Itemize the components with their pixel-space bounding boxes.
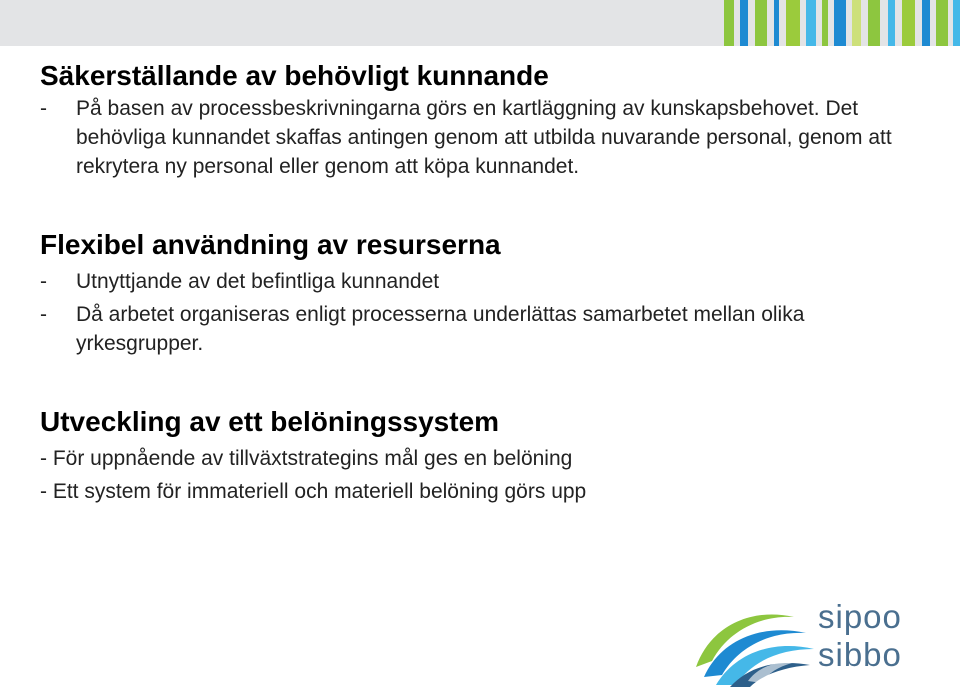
header-stripe <box>786 0 800 46</box>
section-competence <box>40 58 920 181</box>
bullet-dash: - <box>40 447 47 470</box>
slide-content <box>40 58 920 506</box>
header-stripe <box>953 0 960 46</box>
list-item <box>40 267 920 296</box>
list-item-text: På basen av processbeskrivningarna görs en kartläggning av kunskapsbehovet. Det behövliga kunnandet skaffas antingen genom att utbilda nuvarande personal, genom att rekrytera ny personal eller genom att köpa kunnandet. <box>76 97 892 178</box>
header-stripe <box>806 0 816 46</box>
header-stripe <box>774 0 779 46</box>
section-title: Utveckling av ett belöningssystem <box>40 406 500 437</box>
logo-text-line2: sibbo <box>818 636 902 673</box>
header-stripe <box>936 0 948 46</box>
header-stripe <box>852 0 861 46</box>
list-item-text: Utnyttjande av det befintliga kunnandet <box>76 270 440 293</box>
list-item-text: Ett system för immateriell och materiell belöning görs upp <box>52 480 587 503</box>
bullet-dash: - <box>40 480 47 503</box>
list-item <box>40 444 920 473</box>
header-stripe <box>724 0 734 46</box>
bullet-dash: - <box>40 270 47 293</box>
bullet-list <box>40 444 920 506</box>
bullet-list <box>40 94 920 181</box>
section-title: Flexibel användning av resurserna <box>40 229 501 260</box>
section-resources <box>40 227 920 358</box>
logo-text-line1: sipoo <box>818 598 902 635</box>
list-item-text: Då arbetet organiseras enligt processerna underlättas samarbetet mellan olika yrkesgrupper. <box>76 303 805 355</box>
header-band <box>0 0 960 46</box>
bullet-dash: - <box>40 97 47 120</box>
list-item-text: För uppnående av tillväxtstrategins mål ges en belöning <box>52 447 573 470</box>
bullet-dash: - <box>40 303 47 326</box>
header-stripe <box>868 0 880 46</box>
header-stripe <box>902 0 915 46</box>
header-stripe <box>822 0 828 46</box>
header-stripe <box>888 0 895 46</box>
section-reward-system <box>40 404 920 506</box>
section-title: Säkerställande av behövligt kunnande <box>40 60 549 91</box>
header-stripe <box>755 0 767 46</box>
list-item <box>40 477 920 506</box>
header-stripes <box>710 0 960 46</box>
header-stripe <box>740 0 748 46</box>
header-stripe <box>834 0 846 46</box>
bullet-list <box>40 267 920 358</box>
header-stripe <box>922 0 930 46</box>
sipoo-sibbo-logo <box>690 597 920 687</box>
list-item <box>40 94 920 181</box>
wave-swirl-logo-icon <box>690 597 818 687</box>
list-item <box>40 300 920 358</box>
